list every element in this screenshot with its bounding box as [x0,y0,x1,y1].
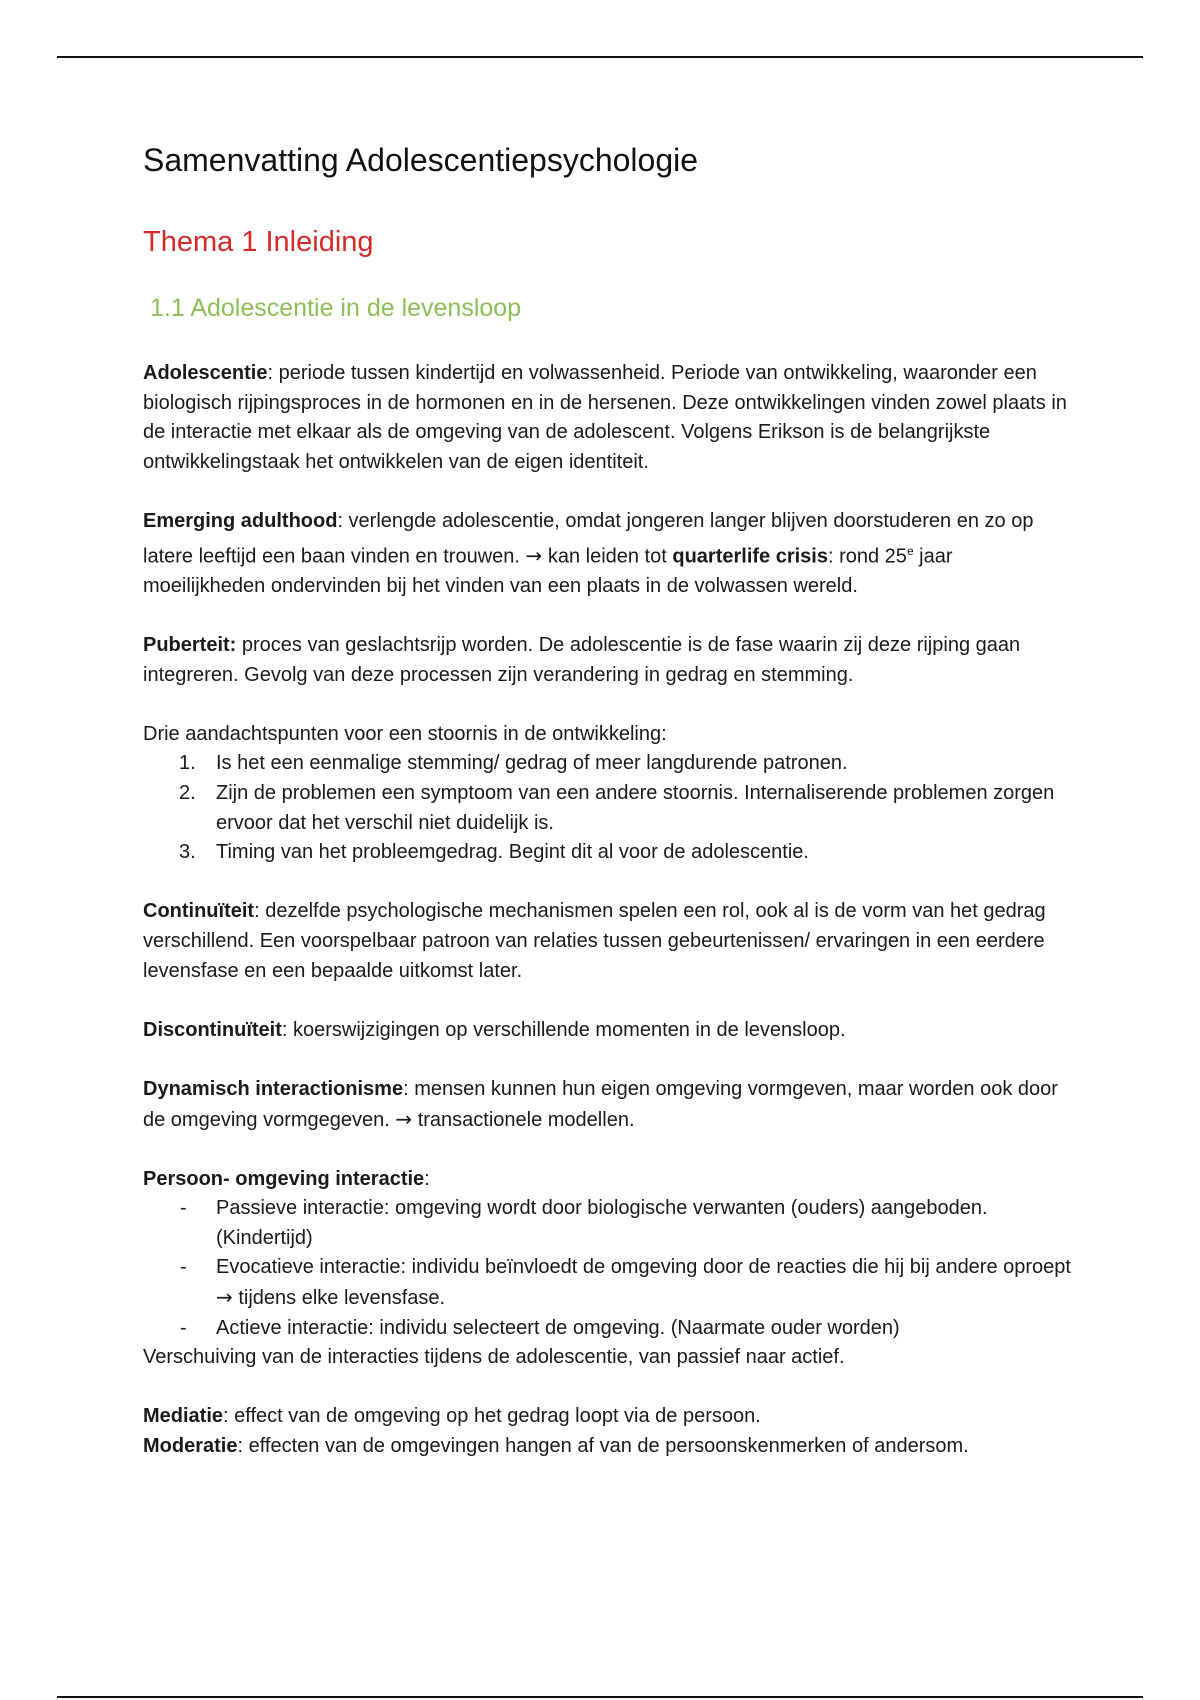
definition-text: : mensen kunnen hun eigen omgeving vormgeven, maar worden ook door de omgeving vormgegeven. [143,1077,1058,1131]
definition-text: : koerswijzigingen op verschillende momenten in de levensloop. [281,1018,846,1041]
list-intro: Drie aandachtspunten voor een stoornis in de ontwikkeling: [143,722,667,745]
list-item-text: Evocatieve interactie: individu beïnvloedt de omgeving door de reacties die hij bij andere oproept [216,1256,1071,1279]
list-item [143,749,1073,779]
arrow-right-icon: → [216,1285,233,1310]
list-item [143,1253,1073,1313]
definition-text: transactionele modellen. [412,1108,635,1131]
term-adolescentie: Adolescentie [143,362,268,384]
numbered-list [143,749,1073,867]
footer-rule [57,1696,1143,1698]
list-dash: - [180,1316,187,1339]
list-item [143,779,1073,838]
definition-text: kan leiden tot [542,545,673,568]
list-item-text: Is het een eenmalige stemming/ gedrag of meer langdurende patronen. [216,752,848,775]
definition-text: : rond 25 [827,545,907,568]
list-item-text: Actieve interactie: individu selecteert de omgeving. (Naarmate ouder worden) [216,1316,900,1339]
paragraph-adolescentie [143,359,1073,477]
list-item [143,1314,1073,1344]
term-moderatie: Moderatie [143,1435,238,1458]
paragraph-verschuiving: Verschuiving van de interacties tijdens de adolescentie, van passief naar actief. [143,1346,845,1369]
list-number: 3. [179,841,196,864]
document-title: Samenvatting Adolescentiepsychologie [143,142,699,178]
list-dash: - [180,1256,187,1279]
ordinal-superscript: e [906,543,914,558]
list-number: 1. [179,752,196,775]
list-item-text: Zijn de problemen een symptoom van een andere stoornis. Internaliserende problemen zorgen ervoor dat het verschil niet duidelijk is. [216,781,1055,834]
definition-text: proces van geslachtsrijp worden. De adolescentie is de fase waarin zij deze rijping gaan integreren. Gevolg van deze processen zijn verandering in gedrag en stemming. [143,634,1021,686]
term-continuiteit: Continuïteit [143,900,255,923]
paragraph-moderatie [143,1432,1073,1462]
document-body [143,359,1073,1491]
term-persoon-omgeving-interactie: Persoon- omgeving interactie [143,1167,425,1190]
term-dynamisch-interactionisme: Dynamisch interactionisme [143,1077,404,1100]
term-discontinuiteit: Discontinuïteit [143,1018,282,1041]
definition-text: : effecten van de omgevingen hangen af van de persoonskenmerken of andersom. [237,1435,969,1458]
colon-text: : [424,1167,430,1190]
paragraph-emerging-adulthood [143,507,1073,601]
list-number: 2. [179,781,196,804]
header-rule [57,56,1143,58]
definition-text: : verlengde adolescentie, omdat jongeren langer blijven doorstuderen en zo op latere leeftijd een baan vinden en trouwen. [143,509,1034,568]
arrow-right-icon: → [525,543,543,568]
term-mediatie: Mediatie [143,1405,224,1428]
list-item-text: tijdens elke levensfase. [232,1287,446,1310]
definition-text: : effect van de omgeving op het gedrag loopt via de persoon. [223,1405,761,1428]
term-quarterlife-crisis: quarterlife crisis [672,545,828,568]
paragraph-continuiteit [143,897,1073,986]
paragraph-discontinuiteit [143,1016,1073,1046]
list-item [143,838,1073,868]
arrow-right-icon: → [395,1106,413,1131]
list-item-text: Passieve interactie: omgeving wordt door biologische verwanten (ouders) aangeboden. (Kindertijd) [216,1197,988,1249]
term-emerging-adulthood: Emerging adulthood [143,509,338,532]
paragraph-dynamisch-interactionisme [143,1075,1073,1135]
paragraph-mediatie [143,1402,1073,1432]
list-item [143,1194,1073,1253]
dash-list [143,1194,1073,1343]
definition-text: : periode tussen kindertijd en volwassenheid. Periode van ontwikkeling, waaronder een biologisch rijpingsproces in de hormonen en in de hersenen. Deze ontwikkelingen vinden zowel plaats in de interactie met elkaar als de omgeving van de adolescent. Volgens Erikson is de belangrijkste ontwikkelingstaak het ontwikkelen van de eigen identiteit. [143,362,1067,473]
definition-text: jaar moeilijkheden ondervinden bij het vinden van een plaats in de volwassen wereld. [143,545,953,597]
spacer [143,868,1073,898]
section-heading: 1.1 Adolescentie in de levensloop [150,294,522,322]
paragraph-puberteit [143,631,1073,690]
paragraph-persoon-omgeving [143,1165,1073,1195]
list-item-text: Timing van het probleemgedrag. Begint dit al voor de adolescentie. [216,841,809,864]
term-puberteit: Puberteit: [143,634,237,656]
chapter-heading: Thema 1 Inleiding [143,226,374,258]
definition-text: : dezelfde psychologische mechanismen spelen een rol, ook al is de vorm van het gedrag verschillend. Een voorspelbaar patroon van relaties tussen gebeurtenissen/ ervaringen in een eerdere levensfase en een bepaalde uitkomst later. [143,900,1046,982]
list-dash: - [180,1197,187,1220]
